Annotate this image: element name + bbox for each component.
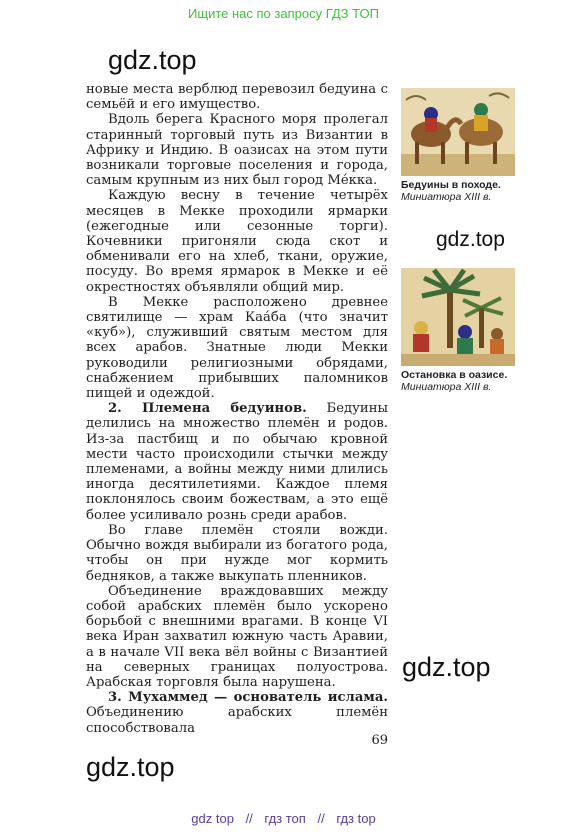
paragraph: Каждую весну в течение четырёх месяцев в Мекке проходили ярмарки (ежегодные или сезонные торги). Кочевники пригоняли сюда скот и обменивали его на хлеб, ткани, оружие, посуду. Во время ярмарок в Мекке и её окрестностях объявляли общий мир.	[86, 188, 388, 295]
watermark: gdz.top	[436, 228, 505, 251]
figure-caption-subtitle: Миниатюра XIII в.	[401, 191, 492, 203]
main-text-column	[86, 82, 388, 736]
section-paragraph	[86, 690, 388, 736]
footer-separator: //	[245, 811, 253, 826]
watermark: gdz.top	[108, 45, 197, 75]
footer-link[interactable]: гдз топ	[264, 811, 306, 826]
footer-links	[0, 811, 567, 826]
section-paragraph	[86, 401, 388, 523]
figure-caption-title: Остановка в оазисе.	[401, 369, 508, 381]
paragraph: новые места верблюд перевозил бедуина с семьёй и его имущество.	[86, 82, 388, 113]
camel-caravan-miniature-icon	[401, 88, 515, 176]
paragraph-text: Бедуины делились на множество племён и родов. Из-за пастбищ и по обычаю кровной мести часто происходили стычки между племенами, а войны между ними длились иногда десятилетиями. Каждое племя поклонялось своим божествам, а это ещё более усиливало рознь среди арабов.	[86, 401, 388, 523]
footer-link[interactable]: гдз top	[336, 811, 376, 826]
watermark: gdz.top	[402, 652, 491, 682]
paragraph: Вдоль берега Красного моря пролегал старинный торговый путь из Византии в Африку и Индию. В оазисах на этом пути возникали торговые поселения и города, самым крупным из них был город Ме́кка.	[86, 112, 388, 189]
figure-oasis	[401, 268, 515, 393]
paragraph: Объединение враждовавших между собой арабских племён было ускорено борьбой с внешними врагами. В конце VI века Иран захватил южную часть Аравии, а в начале VII века вёл войны с Византией на северных границах полуострова. Арабская торговля была нарушена.	[86, 583, 388, 690]
figure-bedouins	[401, 88, 515, 203]
search-banner[interactable]: Ищите нас по запросу ГДЗ ТОП	[188, 6, 379, 21]
section-heading: 2. Племена бедуинов.	[108, 401, 307, 417]
paragraph: В Мекке расположено древнее святилище — храм Каа́ба (что значит «куб»), служивший святым местом для всех арабов. Знатные люди Мекки руководили религиозными обрядами, снабжением прибывших паломников пищей и одеждой.	[86, 294, 388, 402]
figure-caption-title: Бедуины в походе.	[401, 179, 501, 191]
footer-separator: //	[317, 811, 325, 826]
paragraph-text: Объединению арабских племён способствовала	[86, 705, 388, 736]
figure-caption-subtitle: Миниатюра XIII в.	[401, 381, 492, 393]
oasis-rest-miniature-icon	[401, 268, 515, 366]
page-number: 69	[371, 733, 388, 748]
paragraph: Во главе племён стояли вожди. Обычно вождя выбирали из богатого рода, чтобы он при нужде мог кормить бедняков, а также выкупать пленников.	[86, 522, 388, 584]
watermark: gdz.top	[86, 752, 175, 782]
section-heading: 3. Мухаммед — основатель ислама.	[108, 690, 388, 706]
footer-link[interactable]: gdz top	[191, 811, 234, 826]
